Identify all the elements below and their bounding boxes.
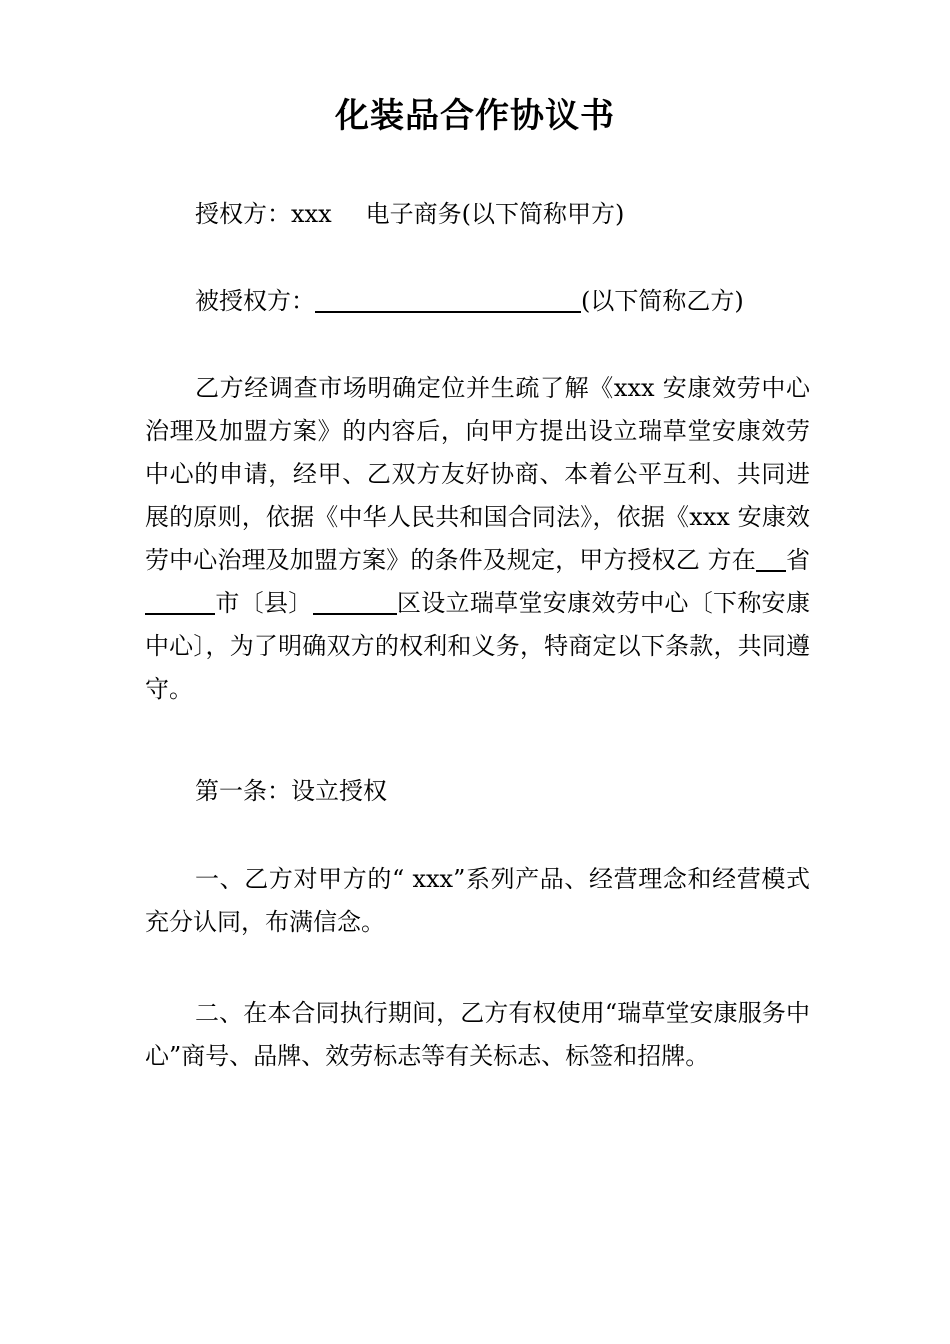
grantor-label: 授权方：: [195, 200, 291, 228]
intro-text-part2: 区设立瑞草堂安康效劳中心〔下称安康中心〕，为了明确双方的权利和义务，特商定以下条款，共同遵守。: [145, 589, 811, 703]
article1-clause1: 一、乙方对甲方的“ xxx”系列产品、经营理念和经营模式充分认同，布满信念。: [145, 865, 810, 936]
intro-paragraph: [145, 367, 810, 711]
grantee-line: [195, 280, 744, 323]
city-blank: [145, 587, 215, 615]
grantor-suffix: 电子商务(以下简称甲方): [365, 200, 625, 228]
article1-clause2: 二、在本合同执行期间，乙方有权使用“瑞草堂安康服务中心”商号、品牌、效劳标志等有关标志、标签和招牌。: [145, 999, 810, 1070]
province-blank: [756, 544, 786, 572]
intro-text-part1: 乙方经调查市场明确定位并生疏了解《xxx 安康效劳中心治理及加盟方案》的内容后，向甲方提出设立瑞草堂安康效劳中心的申请，经甲、乙双方友好协商、本着公平互利、共同进展的原则，依据《中华人民共和国合同法》，依据《xxx 安康效劳中心治理及加盟方案》的条件及规定，甲方授权乙 方在: [145, 374, 810, 574]
city-label: 市〔县〕: [215, 589, 313, 617]
province-label: 省: [785, 546, 810, 574]
district-blank: [313, 587, 397, 615]
grantee-label: 被授权方：: [195, 287, 315, 315]
grantor-name: xxx: [291, 200, 332, 228]
article1-heading: 第一条：设立授权: [195, 777, 387, 805]
document-title: 化装品合作协议书: [335, 96, 615, 136]
grantee-name-blank: [315, 285, 581, 313]
grantor-line: [195, 193, 624, 236]
grantee-suffix: (以下简称乙方): [581, 287, 744, 315]
